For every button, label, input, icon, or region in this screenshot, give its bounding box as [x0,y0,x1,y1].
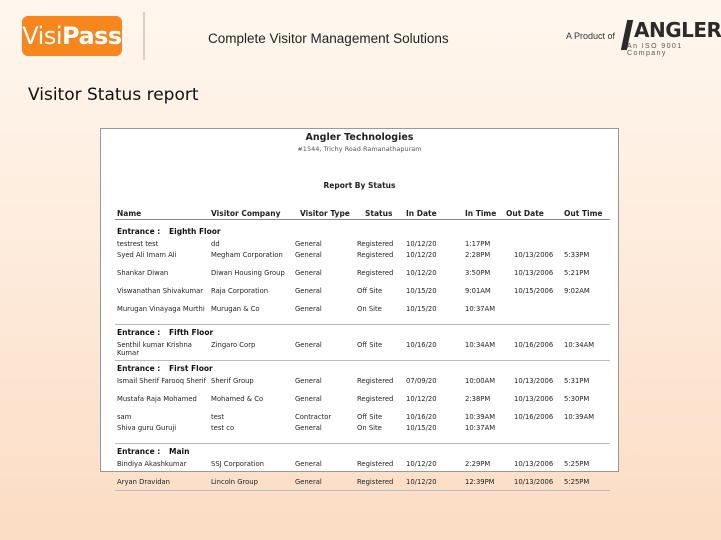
table-cell: 10:37AM [465,305,496,313]
table-cell: Viswanathan Shivakumar [117,287,204,295]
angler-subtitle: An ISO 9001 Company [627,43,683,57]
report-address: #1544, Trichy Road Ramanathapuram [297,145,422,153]
table-cell: 07/09/20 [406,377,437,385]
group-entrance-label: Entrance : [117,364,161,373]
group-floor-label: Main [169,447,190,456]
table-cell: 2:38PM [465,395,491,403]
table-cell: Shankar Diwan [117,269,169,277]
table-cell: 9:01AM [465,287,491,295]
table-cell: 10/15/2006 [514,287,554,295]
table-cell: 2:28PM [465,251,491,259]
angler-logo-text: ANGLER [634,18,721,42]
table-cell: General [295,251,322,259]
table-cell: 10/13/2006 [514,395,554,403]
table-cell: Registered [357,251,394,259]
column-header: In Time [465,209,497,218]
table-cell: Off Site [357,413,383,421]
column-header: Out Time [564,209,603,218]
table-cell: 10:34AM [465,341,496,349]
column-header: Visitor Company [211,209,281,218]
table-cell: 10/16/2006 [514,413,554,421]
table-cell: General [295,460,322,468]
product-of-label: A Product of [566,31,616,41]
table-cell: Contractor [295,413,332,421]
table-cell: 10/16/20 [406,341,437,349]
table-cell: 10/12/20 [406,240,437,248]
table-cell: General [295,305,322,313]
table-cell: On Site [357,424,382,432]
table-cell: General [295,287,322,295]
table-cell: Registered [357,377,394,385]
table-cell: Registered [357,240,394,248]
table-cell: Senthil kumar Krishna Kumar [117,341,192,357]
table-cell: 2:29PM [465,460,491,468]
table-cell: 10/12/20 [406,251,437,259]
report-document [100,128,619,486]
table-cell: 12:39PM [465,478,495,486]
table-cell: 5:25PM [564,478,590,486]
table-cell: Lincoln Group [211,478,258,486]
table-cell: 9:02AM [564,287,590,295]
table-cell: 10:00AM [465,377,496,385]
table-cell: test [211,413,225,421]
column-header: Out Date [506,209,544,218]
table-cell: General [295,424,322,432]
table-cell: Registered [357,269,394,277]
header-divider [143,12,145,60]
table-cell: Registered [357,478,394,486]
table-cell: 5:33PM [564,251,590,259]
table-cell: 10/15/20 [406,305,437,313]
table-cell: 10/15/20 [406,287,437,295]
table-cell: General [295,341,322,349]
column-header: Visitor Type [300,209,350,218]
table-cell: 5:31PM [564,377,590,385]
table-cell: 10/13/2006 [514,460,554,468]
group-separator [115,324,610,325]
table-cell: 10:39AM [465,413,496,421]
table-cell: Mohamed & Co [211,395,264,403]
table-cell: 5:21PM [564,269,590,277]
group-entrance-label: Entrance : [117,227,161,236]
table-cell: dd [211,240,220,248]
table-cell: General [295,478,322,486]
table-cell: Murugan Vinayaga Murthi [117,305,205,313]
group-floor-label: Eighth Floor [169,227,221,236]
table-cell: 10/12/20 [406,460,437,468]
table-cell: Syed Ali Imam Ali [117,251,177,259]
logo-pass-text: Pass [62,22,122,50]
table-cell: 1:17PM [465,240,491,248]
column-header: In Date [406,209,437,218]
table-cell: Registered [357,460,394,468]
column-header: Status [365,209,393,218]
table-cell: General [295,395,322,403]
table-cell: Aryan Dravidan [117,478,170,486]
table-cell: General [295,377,322,385]
table-cell: 10/13/2006 [514,251,554,259]
table-cell: 10/13/2006 [514,269,554,277]
table-cell: 10:39AM [564,413,595,421]
page-title: Visitor Status report [28,85,199,105]
table-cell: 10/13/2006 [514,377,554,385]
table-cell: 10/12/20 [406,269,437,277]
table-cell: 3:50PM [465,269,491,277]
table-cell: Shiva guru Guruji [117,424,177,432]
table-cell: SSJ Corporation [211,460,264,468]
table-cell: Murugan & Co [211,305,260,313]
table-cell: 10/15/20 [406,424,437,432]
table-cell: sam [117,413,132,421]
table-cell: 5:25PM [564,460,590,468]
group-entrance-label: Entrance : [117,447,161,456]
table-cell: test co [211,424,235,432]
table-cell: testrest test [117,240,159,248]
table-cell: 10/13/2006 [514,478,554,486]
report-title: Report By Status [323,181,396,190]
table-cell: General [295,269,322,277]
table-cell: Bindiya Akashkumar [117,460,187,468]
table-cell: 10:34AM [564,341,595,349]
table-cell: Mustafa Raja Mohamed [117,395,197,403]
group-entrance-label: Entrance : [117,328,161,337]
table-cell: Zingaro Corp [211,341,256,349]
table-cell: Ismail Sherif Farooq Sherif [117,377,207,385]
tagline: Complete Visitor Management Solutions [208,31,449,46]
table-cell: 10/12/20 [406,395,437,403]
table-cell: Sherif Group [211,377,254,385]
table-cell: 10/12/20 [406,478,437,486]
group-floor-label: First Floor [169,364,213,373]
logo-visi-text: Visi [22,22,62,50]
table-cell: 5:30PM [564,395,590,403]
group-separator [115,443,610,444]
group-separator [115,490,610,491]
table-cell: On Site [357,305,382,313]
report-company: Angler Technologies [305,132,414,143]
table-cell: Off Site [357,287,383,295]
table-cell: Off Site [357,341,383,349]
table-cell: Diwan Housing Group [211,269,285,277]
table-cell: Raja Corporation [211,287,269,295]
header-rule [115,219,610,220]
table-cell: Registered [357,395,394,403]
column-header: Name [117,209,142,218]
table-cell: 10/16/2006 [514,341,554,349]
group-separator [115,360,610,361]
header-bar [0,0,720,72]
table-cell: 10/16/20 [406,413,437,421]
table-cell: 10:37AM [465,424,496,432]
table-cell: Megham Corporation [211,251,283,259]
visipass-logo[interactable] [22,16,122,56]
group-floor-label: Fifth Floor [169,328,214,337]
table-cell: General [295,240,322,248]
